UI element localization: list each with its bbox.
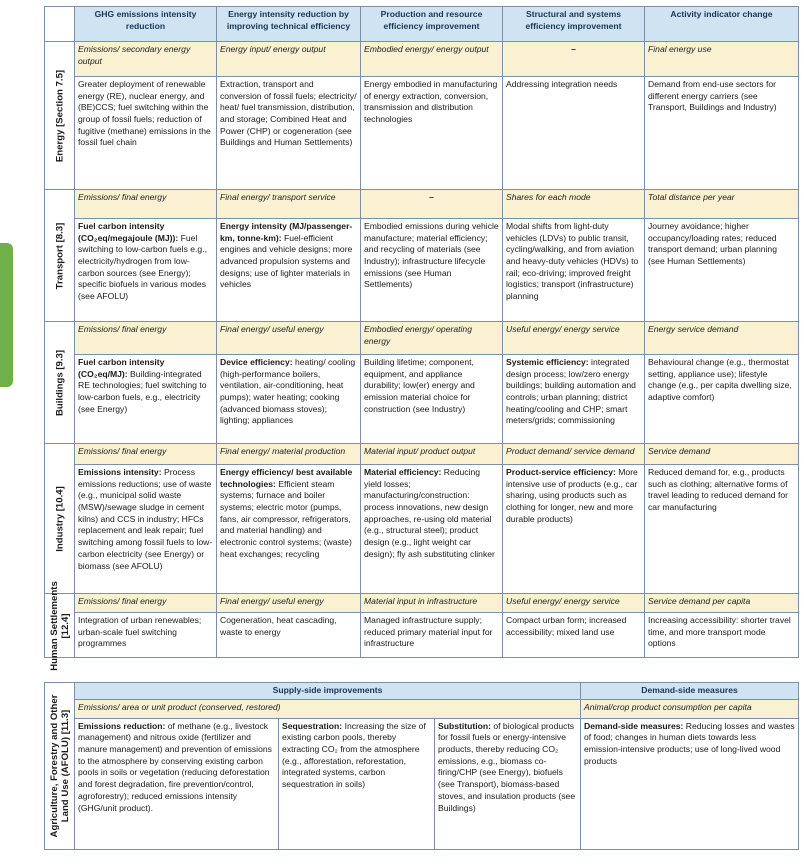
buildings-ghg-heading: Fuel carbon intensity (CO₂eq/MJ):	[78, 357, 165, 379]
sector-label-buildings: Buildings [9.3]	[53, 349, 65, 416]
buildings-metric-row	[45, 322, 799, 355]
header-structural: Structural and systems efficiency improvement	[503, 7, 645, 42]
transport-content-structural: Modal shifts from light-duty vehicles (LDVs) to public transit, cycling/walking, and from aviation and heavy-duty vehicles (HDVs) to rail; eco-driving; improved freight logistics; transport (infrastructure) planning	[503, 219, 645, 322]
sector-buildings	[45, 322, 75, 444]
settlements-metric-production: Material input in infrastructure	[361, 594, 503, 613]
buildings-structural-text: integrated design process; low/zero energy buildings; building automation and controls; urban planning; district heating/cooling and CHP; smart meters/grids; commissioning	[506, 357, 636, 426]
transport-content-ghg	[75, 219, 217, 322]
afolu-substitution-text: of biological products for fossil fuels or energy-intensive products, thereby reducing CO₂ emissions, e.g., biomass co-firing/CHP (see Energy), biofuels (see Transport), biomass-based stoves, and insulation products (see Buildings)	[438, 720, 576, 813]
afolu-supply-metric: Emissions/ area or unit product (conserved, restored)	[75, 699, 581, 718]
buildings-metric-structural: Useful energy/ energy service	[503, 322, 645, 355]
industry-structural-text: More intensive use of products (e.g., car sharing, using products such as clothing for longer, new and more durable products)	[506, 467, 638, 524]
industry-structural-heading: Product-service efficiency:	[506, 467, 616, 477]
header-activity: Activity indicator change	[645, 7, 799, 42]
sector-afolu	[45, 683, 75, 850]
settlements-metric-energy: Final energy/ useful energy	[217, 594, 361, 613]
industry-metric-production: Material input/ product output	[361, 444, 503, 465]
settlements-content-ghg: Integration of urban renewables; urban-scale fuel switching programmes	[75, 613, 217, 658]
sector-industry	[45, 444, 75, 594]
transport-energy-text: Fuel-efficient engines and vehicle designs; more advanced propulsion systems and designs; use of lighter materials in vehicles	[220, 232, 353, 290]
afolu-demand-heading: Demand-side measures:	[584, 720, 684, 731]
afolu-reduction-text: of methane (e.g., livestock management) and nitrous oxide (fertilizer and manure management) and prevention of emissions to the atmosphere by conserving existing carbon pools in soils or vegetation (reducing deforestation and forest degradation, fire prevention/control, agroforestry); reduced emissions intensity (GHG/unit product).	[78, 720, 272, 813]
industry-metric-row	[45, 444, 799, 465]
afolu-content-row	[45, 718, 799, 849]
energy-content-row	[45, 77, 799, 190]
side-tab-marker	[0, 243, 13, 387]
industry-ghg-text: Process emissions reductions; use of waste (e.g., municipal solid waste (MSW)/sewage sludge in cement kilns) and CCS in industry; HFCs replacement and leak repair; fuel switching among fossil fuels to low-carbon electricity (see Energy) or biomass (see AFOLU)	[78, 467, 213, 571]
settlements-metric-ghg: Emissions/ final energy	[75, 594, 217, 613]
industry-metric-activity: Service demand	[645, 444, 799, 465]
sector-label-energy: Energy [Section 7.5]	[53, 69, 65, 162]
settlements-content-structural: Compact urban form; increased accessibility; mixed land use	[503, 613, 645, 658]
afolu-emissions-reduction	[75, 718, 279, 849]
buildings-content-production: Building lifetime; component, equipment, and appliance durability; low(er) energy and emission material choice for construction (see Industry)	[361, 355, 503, 444]
afolu-label-line2: Land Use (AFOLU) [11.3]	[59, 709, 71, 823]
industry-content-energy	[217, 465, 361, 594]
buildings-energy-text: heating/ cooling (high-performance boilers, ventilation, air-conditioning, heat pumps); water heating; cooking (advanced biomass stoves); lighting; appliances	[220, 357, 356, 426]
header-ghg: GHG emissions intensity reduction	[75, 7, 217, 42]
supply-side-header: Supply-side improvements	[75, 683, 581, 700]
sector-label-afolu	[48, 694, 70, 837]
header-production: Production and resource efficiency improvement	[361, 7, 503, 42]
industry-production-text: Reducing yield losses; manufacturing/construction: process innovations, new design approaches, re-using old material (e.g., structural steel); product design (e.g., light weight car design); fly ash substituting clinker	[364, 467, 495, 559]
transport-ghg-text: Fuel switching to low-carbon fuels e.g., electricity/hydrogen from low-carbon sources (see Energy); specific biofuels in various modes (see AFOLU)	[78, 232, 207, 302]
buildings-metric-energy: Final energy/ useful energy	[217, 322, 361, 355]
energy-metric-row	[45, 42, 799, 77]
industry-energy-text: Efficient steam systems; furnace and boiler systems; electric motor (pumps, fans, air compressor, refrigerators, and material handling) and electronic control systems; (waste) heat exchanges; recycling	[220, 478, 352, 559]
transport-metric-production: –	[361, 190, 503, 219]
buildings-ghg-text: Building-integrated RE technologies; fuel switching to low-carbon fuels, e.g., electricity (see Energy)	[78, 368, 207, 414]
afolu-demand-side	[581, 718, 799, 849]
afolu-table	[44, 682, 799, 850]
industry-metric-energy: Final energy/ material production	[217, 444, 361, 465]
industry-content-structural	[503, 465, 645, 594]
transport-energy-heading: Energy intensity (MJ/passenger-km, tonne-km):	[220, 221, 353, 243]
transport-content-production: Embodied emissions during vehicle manufacture; material efficiency; and recycling of materials (see Industry); infrastructure lifecycle emissions (see Human Settlements)	[361, 219, 503, 322]
energy-metric-activity: Final energy use	[645, 42, 799, 77]
transport-ghg-heading: Fuel carbon intensity (CO₂eq/megajoule (MJ)):	[78, 221, 179, 243]
settlements-content-activity: Increasing accessibility: shorter travel time, and more transport mode options	[645, 613, 799, 658]
industry-metric-ghg: Emissions/ final energy	[75, 444, 217, 465]
energy-metric-energy: Energy input/ energy output	[217, 42, 361, 77]
transport-metric-structural: Shares for each mode	[503, 190, 645, 219]
buildings-content-energy	[217, 355, 361, 444]
transport-content-energy	[217, 219, 361, 322]
sector-label-transport: Transport [8.3]	[53, 222, 65, 289]
energy-content-ghg: Greater deployment of renewable energy (RE), nuclear energy, and (BE)CCS; fuel switching within the group of fossil fuels; reduction of fugitive (methane) emissions in the fossil fuel chain	[75, 77, 217, 190]
industry-content-production	[361, 465, 503, 594]
afolu-demand-text: Reducing losses and wastes of food; changes in human diets towards less emission-intensive products; use of long-lived wood products	[584, 720, 795, 766]
industry-content-activity: Reduced demand for, e.g., products such as clothing; alternative forms of travel leading to reduced demand for car manufacturing	[645, 465, 799, 594]
industry-ghg-heading: Emissions intensity:	[78, 467, 162, 477]
sector-transport	[45, 190, 75, 322]
buildings-metric-ghg: Emissions/ final energy	[75, 322, 217, 355]
settlements-metric-row	[45, 594, 799, 613]
afolu-sequestration	[279, 718, 435, 849]
afolu-reduction-heading: Emissions reduction:	[78, 720, 166, 731]
afolu-header-row	[45, 683, 799, 700]
energy-metric-structural: –	[503, 42, 645, 77]
energy-content-energy: Extraction, transport and conversion of fossil fuels; electricity/ heat/ fuel transmission, distribution, and storage; Combined Heat and Power (CHP) or cogeneration (see Buildings and Human Settlements)	[217, 77, 361, 190]
settlements-label-line2: [12.4]	[59, 612, 71, 639]
energy-metric-ghg: Emissions/ secondary energy output	[75, 42, 217, 77]
afolu-demand-metric: Animal/crop product consumption per capita	[581, 699, 799, 718]
buildings-content-ghg	[75, 355, 217, 444]
energy-content-activity: Demand from end-use sectors for different energy carriers (see Transport, Buildings and Industry)	[645, 77, 799, 190]
afolu-sequestration-heading: Sequestration:	[282, 720, 343, 731]
transport-metric-energy: Final energy/ transport service	[217, 190, 361, 219]
settlements-content-row	[45, 613, 799, 658]
industry-production-heading: Material efficiency:	[364, 467, 442, 477]
sector-settlements	[45, 580, 75, 671]
buildings-metric-production: Embodied energy/ operating energy	[361, 322, 503, 355]
transport-metric-row	[45, 190, 799, 219]
afolu-sequestration-text: Increasing the size of existing carbon pools, thereby extracting CO₂ from the atmosphere (e.g., afforestation, reforestation, integrated systems, carbon sequestration in soils)	[282, 720, 426, 790]
energy-content-structural: Addressing integration needs	[503, 77, 645, 190]
transport-content-row	[45, 219, 799, 322]
industry-content-ghg	[75, 465, 217, 594]
transport-metric-ghg: Emissions/ final energy	[75, 190, 217, 219]
settlements-label-line1: Human Settlements	[48, 580, 60, 671]
settlements-content-energy: Cogeneration, heat cascading, waste to energy	[217, 613, 361, 658]
sector-energy	[45, 42, 75, 190]
settlements-metric-activity: Service demand per capita	[645, 594, 799, 613]
settlements-content-production: Managed infrastructure supply; reduced primary material input for infrastructure	[361, 613, 503, 658]
industry-content-row	[45, 465, 799, 594]
industry-metric-structural: Product demand/ service demand	[503, 444, 645, 465]
header-energy-intensity: Energy intensity reduction by improving technical efficiency	[217, 7, 361, 42]
buildings-structural-heading: Systemic efficiency:	[506, 357, 589, 367]
energy-metric-production: Embodied energy/ energy output	[361, 42, 503, 77]
demand-side-header: Demand-side measures	[581, 683, 799, 700]
header-row	[45, 7, 799, 42]
buildings-energy-heading: Device efficiency:	[220, 357, 293, 367]
afolu-label-line1: Agriculture, Forestry and Other	[48, 694, 60, 838]
buildings-content-activity: Behavioural change (e.g., thermostat setting, appliance use); lifestyle change (e.g., per capita dwelling size, adaptive comfort)	[645, 355, 799, 444]
buildings-content-structural	[503, 355, 645, 444]
buildings-content-row	[45, 355, 799, 444]
energy-content-production: Energy embodied in manufacturing of energy extraction, conversion, transmission and distribution technologies	[361, 77, 503, 190]
corner-cell	[45, 7, 75, 42]
afolu-substitution	[435, 718, 581, 849]
industry-energy-heading: Energy efficiency/ best available technologies:	[220, 467, 353, 489]
sector-label-settlements	[48, 581, 70, 671]
transport-content-activity: Journey avoidance; higher occupancy/loading rates; reduced transport demand; urban planning (see Human Settlements)	[645, 219, 799, 322]
buildings-metric-activity: Energy service demand	[645, 322, 799, 355]
settlements-metric-structural: Useful energy/ energy service	[503, 594, 645, 613]
sector-label-industry: Industry [10.4]	[53, 485, 65, 552]
transport-metric-activity: Total distance per year	[645, 190, 799, 219]
afolu-metric-row	[45, 699, 799, 718]
afolu-substitution-heading: Substitution:	[438, 720, 491, 731]
mitigation-measures-table	[44, 6, 799, 671]
